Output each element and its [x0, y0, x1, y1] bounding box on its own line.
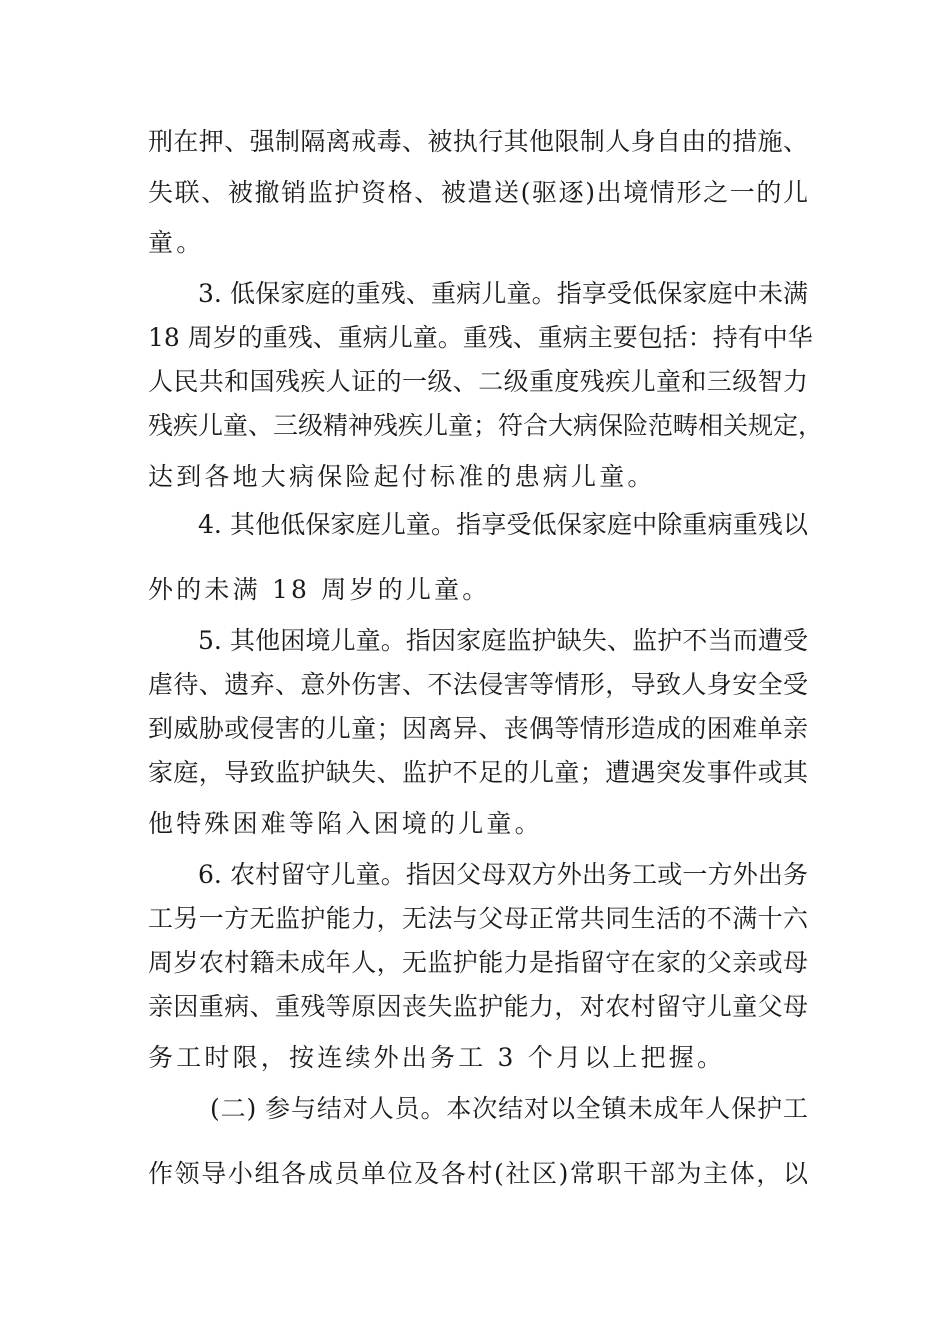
item-6-line-2: 工另一方无监护能力，无法与父母正常共同生活的不满十六 — [148, 904, 808, 933]
item-3-line-4: 残疾儿童、三级精神残疾儿童；符合大病保险范畴相关规定， — [148, 411, 824, 440]
item-4-line-1: 4. 其他低保家庭儿童。指享受低保家庭中除重病重残以 — [198, 510, 808, 539]
text-line-3: 童。 — [148, 228, 205, 257]
item-6-line-5: 务工时限，按连续外出务工 3 个月以上把握。 — [148, 1043, 726, 1072]
text-line-2: 失联、被撤销监护资格、被遣送(驱逐)出境情形之一的儿 — [148, 178, 808, 207]
item-5-line-3: 到威胁或侵害的儿童；因离异、丧偶等情形造成的困难单亲 — [148, 714, 808, 743]
item-3-line-2: 18 周岁的重残、重病儿童。重残、重病主要包括：持有中华 — [148, 323, 813, 352]
text-line-1: 刑在押、强制隔离戒毒、被执行其他限制人身自由的措施、 — [148, 127, 808, 156]
item-5-line-5: 他特殊困难等陷入困境的儿童。 — [148, 809, 543, 838]
item-5-line-4: 家庭，导致监护缺失、监护不足的儿童；遭遇突发事件或其 — [148, 758, 808, 787]
item-3-line-3: 人民共和国残疾人证的一级、二级重度残疾儿童和三级智力 — [148, 367, 808, 396]
section-2-line-1: (二) 参与结对人员。本次结对以全镇未成年人保护工 — [210, 1094, 808, 1123]
item-6-line-3: 周岁农村籍未成年人，无监护能力是指留守在家的父亲或母 — [148, 948, 808, 977]
item-5-line-1: 5. 其他困境儿童。指因家庭监护缺失、监护不当而遭受 — [198, 626, 808, 655]
item-6-line-1: 6. 农村留守儿童。指因父母双方外出务工或一方外出务 — [198, 860, 808, 889]
item-4-line-2: 外的未满 18 周岁的儿童。 — [148, 575, 491, 604]
item-3-line-5: 达到各地大病保险起付标准的患病儿童。 — [148, 462, 656, 491]
section-2-line-2: 作领导小组各成员单位及各村(社区)常职干部为主体，以 — [148, 1159, 808, 1188]
item-5-line-2: 虐待、遗弃、意外伤害、不法侵害等情形，导致人身安全受 — [148, 670, 808, 699]
item-6-line-4: 亲因重病、重残等原因丧失监护能力，对农村留守儿童父母 — [148, 992, 808, 1021]
item-3-line-1: 3. 低保家庭的重残、重病儿童。指享受低保家庭中未满 — [198, 279, 808, 308]
